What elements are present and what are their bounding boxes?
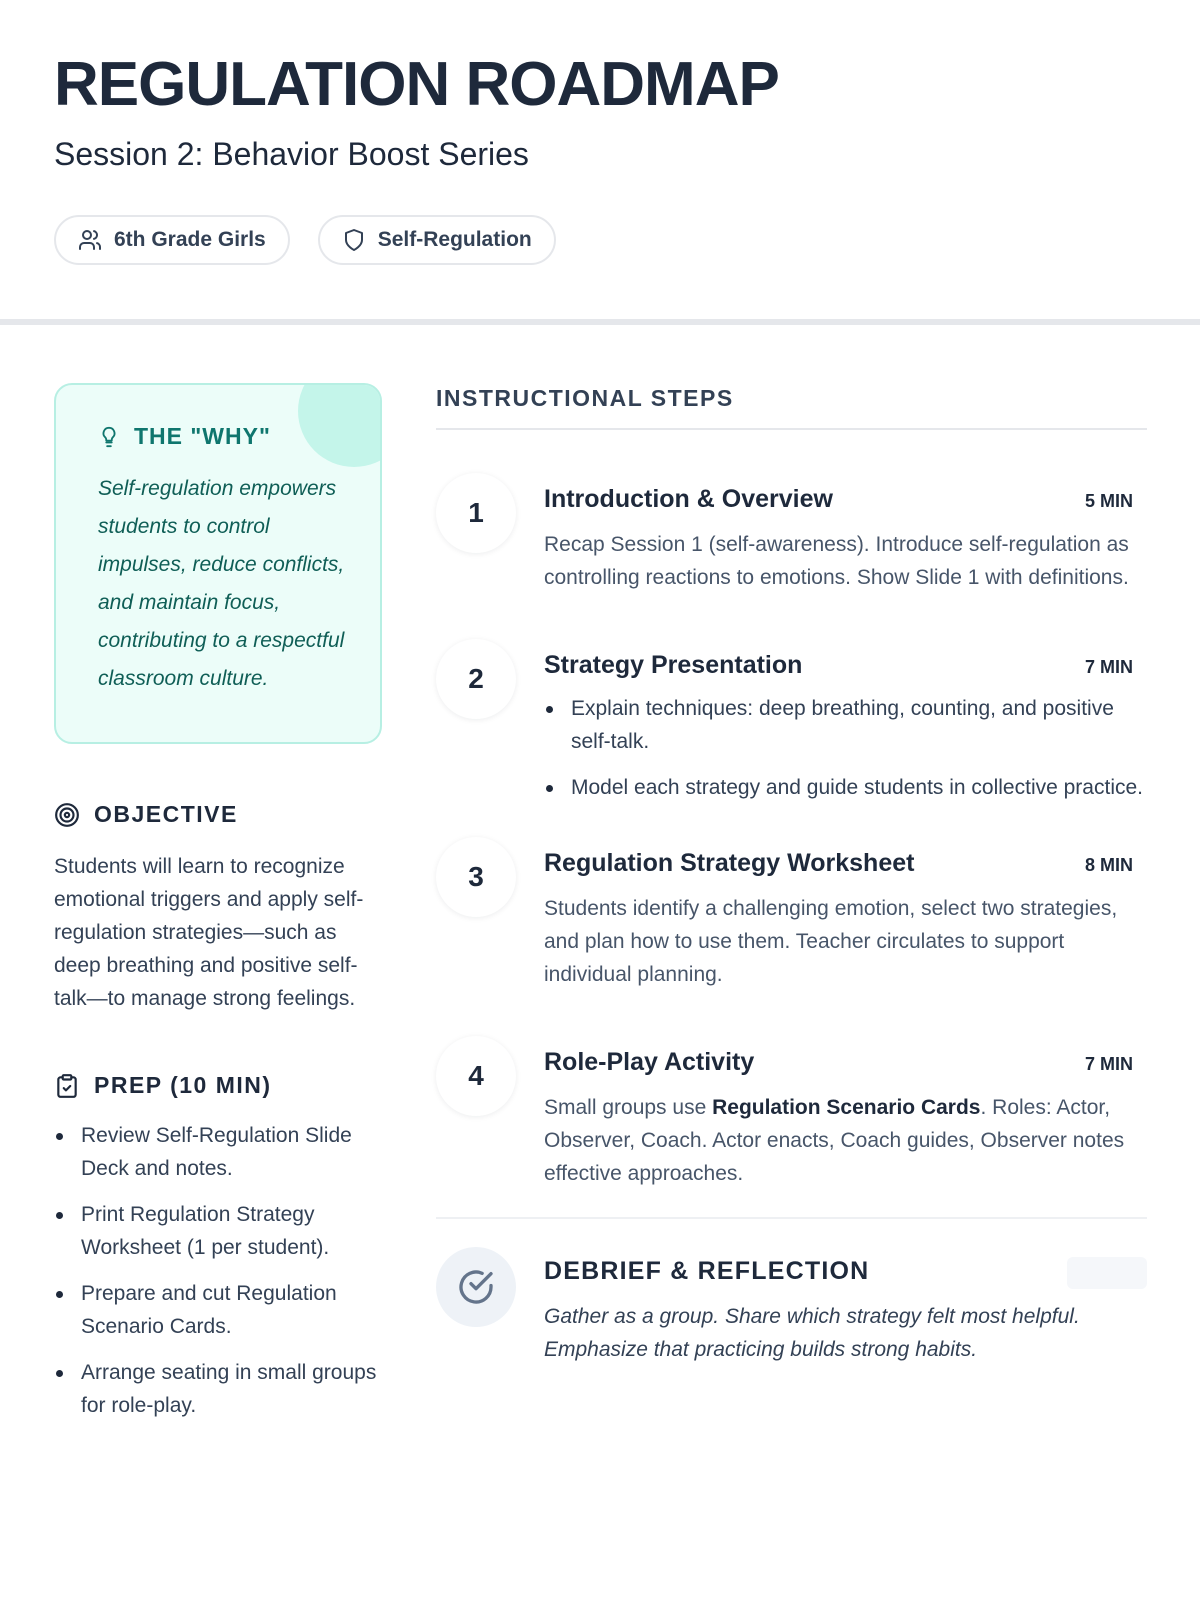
step-number: 1 [436,473,516,553]
step-description: Students identify a challenging emotion, select two strategies, and plan how to use them. Teacher circulates to support individual planning. [544,897,1118,986]
debrief-text: Gather as a group. Share which strategy felt most helpful. Emphasize that practicing builds strong habits. [544,1305,1080,1361]
debrief-pill [1067,1257,1147,1289]
list-item: Arrange seating in small groups for role-play. [54,1356,382,1422]
page-title: REGULATION ROADMAP [54,50,779,119]
step-description-text: . Roles: Actor, Observer, Coach. Actor enacts, Coach guides, Observer notes effective approaches. [544,1096,1125,1185]
lightbulb-icon [98,426,120,448]
check-circle-icon [456,1267,496,1307]
step-3 [436,849,1147,991]
debrief-badge [436,1247,516,1327]
step-number: 4 [436,1036,516,1116]
prep-list [54,1119,382,1422]
objective-heading [54,801,382,828]
right-column [436,385,1147,1366]
objective-section [54,801,382,1015]
step-2 [436,651,1147,804]
tag-topic [318,215,556,265]
left-column [54,383,382,1435]
step-number: 3 [436,837,516,917]
shield-icon [342,228,366,252]
why-text: Self-regulation empowers students to control impulses, reduce conflicts, and maintain focus, contributing to a respectful classroom culture. [98,477,345,690]
step-4 [436,1048,1147,1190]
list-item: Review Self-Regulation Slide Deck and notes. [54,1119,382,1185]
step-duration: 7 MIN [1084,657,1133,677]
step-duration: 7 MIN [1084,1054,1133,1074]
objective-text: Students will learn to recognize emotional triggers and apply self-regulation strategies—such as deep breathing and positive self-talk—to manage strong feelings. [54,855,364,1010]
objective-heading-text: OBJECTIVE [94,801,238,827]
header [0,0,1200,325]
list-item: Prepare and cut Regulation Scenario Cards. [54,1277,382,1343]
list-item: Explain techniques: deep breathing, counting, and positive self-talk. [544,692,1147,758]
target-icon [54,802,80,828]
list-item: Print Regulation Strategy Worksheet (1 per student). [54,1198,382,1264]
scenario-cards-label: Regulation Scenario Cards [712,1096,981,1119]
step-title: Introduction & Overview [544,485,833,513]
steps-heading: INSTRUCTIONAL STEPS [436,385,1147,430]
prep-heading [54,1072,382,1099]
step-description-text: Small groups use [544,1096,713,1119]
step-title: Regulation Strategy Worksheet [544,849,915,877]
tag-label: Self-Regulation [377,228,532,251]
step-description [544,1091,1147,1190]
step-title: Role-Play Activity [544,1048,755,1076]
prep-heading-text: PREP (10 MIN) [94,1072,272,1098]
why-heading [98,423,346,450]
tag-label: 6th Grade Girls [114,228,266,251]
list-item: Model each strategy and guide students in collective practice. [544,771,1147,804]
step-title: Strategy Presentation [544,651,803,679]
step-1 [436,485,1147,594]
step-description: Recap Session 1 (self-awareness). Introduce self-regulation as controlling reactions to emotions. Show Slide 1 with definitions. [544,533,1129,589]
why-card [54,383,382,744]
users-icon [78,228,102,252]
step-bullets [544,692,1147,804]
clipboard-icon [54,1073,80,1099]
tag-list [54,215,1146,265]
debrief-heading: DEBRIEF & REFLECTION [544,1257,870,1285]
prep-section [54,1072,382,1422]
tag-grade [54,215,290,265]
step-duration: 5 MIN [1084,491,1133,511]
page-subtitle: Session 2: Behavior Boost Series [54,136,529,172]
why-heading-text: THE "WHY" [134,423,271,449]
debrief-section [436,1217,1147,1366]
step-number: 2 [436,639,516,719]
step-duration: 8 MIN [1084,855,1133,875]
